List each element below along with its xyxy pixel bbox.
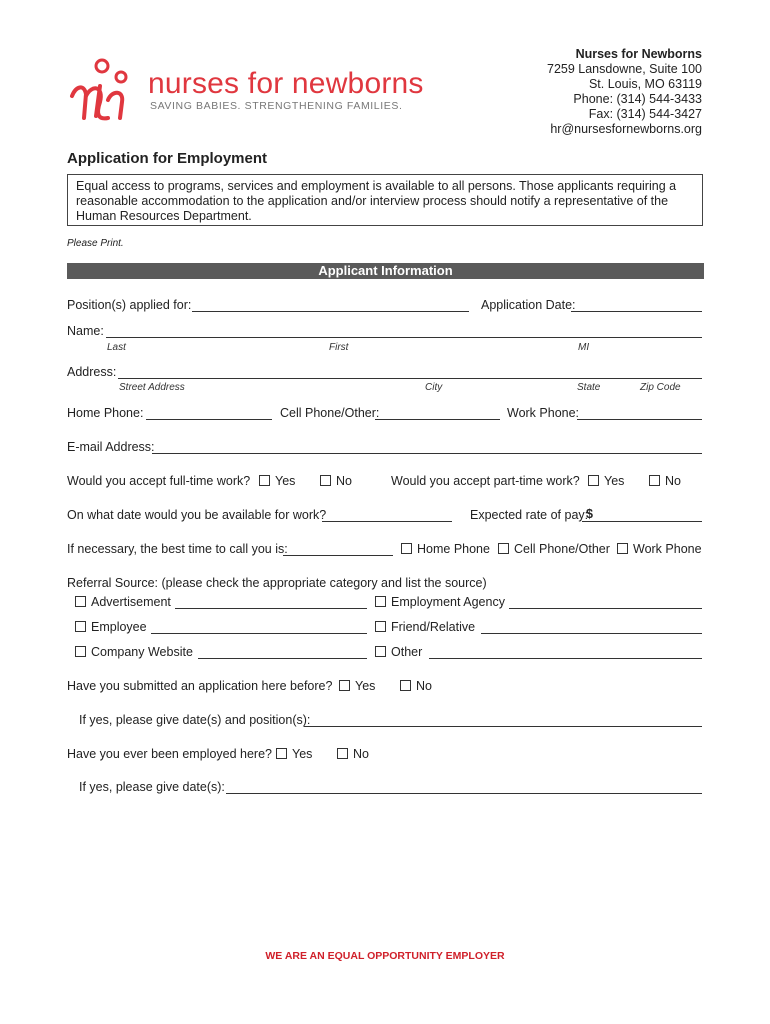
app-date-field[interactable]: [571, 311, 702, 312]
fulltime-no-option[interactable]: No: [320, 474, 352, 489]
dollar-sign: $: [586, 507, 593, 521]
referral-employee-field[interactable]: [151, 633, 367, 634]
contact-street: 7259 Lansdowne, Suite 100: [547, 62, 702, 76]
parttime-yes-option[interactable]: Yes: [588, 474, 624, 489]
submitted-yes-checkbox[interactable]: [339, 680, 350, 691]
pay-label: Expected rate of pay:: [470, 508, 589, 522]
referral-other-field[interactable]: [429, 658, 702, 659]
contact-block: [547, 47, 702, 137]
nn-logo-icon: [64, 56, 142, 126]
equal-opportunity-footer: WE ARE AN EQUAL OPPORTUNITY EMPLOYER: [265, 950, 505, 962]
submitted-no-checkbox[interactable]: [400, 680, 411, 691]
submitted-details-label: If yes, please give date(s) and position(s):: [79, 713, 311, 727]
parttime-no-option[interactable]: No: [649, 474, 681, 489]
address-sub-zip: Zip Code: [640, 382, 681, 393]
name-sub-last: Last: [107, 342, 126, 353]
email-label: E-mail Address:: [67, 440, 155, 454]
logo-tagline: SAVING BABIES. STRENGTHENING FAMILIES.: [150, 100, 403, 112]
referral-friend-checkbox[interactable]: [375, 621, 386, 632]
referral-website-field[interactable]: [198, 658, 367, 659]
referral-website-checkbox[interactable]: [75, 646, 86, 657]
call-home-phone-checkbox[interactable]: [401, 543, 412, 554]
referral-label: Referral Source: (please check the appropriate category and list the source): [67, 576, 487, 590]
employed-dates-field[interactable]: [226, 793, 702, 794]
logo-name: nurses for newborns: [148, 67, 424, 100]
fulltime-no-checkbox[interactable]: [320, 475, 331, 486]
equal-access-notice: Equal access to programs, services and employment is available to all persons. Those applicants requiring a reasonable accommodation to the application and/or interview process should notify a representative of the Human Resources Department.: [67, 174, 703, 226]
call-cell-option[interactable]: Cell Phone/Other: [498, 542, 610, 557]
referral-friend-field[interactable]: [481, 633, 702, 634]
fulltime-yes-option[interactable]: Yes: [259, 474, 295, 489]
employed-yes-option[interactable]: Yes: [276, 747, 312, 762]
parttime-no-checkbox[interactable]: [649, 475, 660, 486]
call-home-phone-option[interactable]: Home Phone: [401, 542, 490, 557]
logo: [64, 56, 424, 126]
employed-no-checkbox[interactable]: [337, 748, 348, 759]
call-cell-checkbox[interactable]: [498, 543, 509, 554]
employed-dates-label: If yes, please give date(s):: [79, 780, 225, 794]
availability-field[interactable]: [322, 521, 452, 522]
address-sub-street: Street Address: [119, 382, 185, 393]
call-work-phone-checkbox[interactable]: [617, 543, 628, 554]
referral-advertisement-checkbox[interactable]: [75, 596, 86, 607]
app-date-label: Application Date:: [481, 298, 576, 312]
work-phone-field[interactable]: [577, 419, 702, 420]
referral-other-checkbox[interactable]: [375, 646, 386, 657]
name-sub-mi: MI: [578, 342, 590, 353]
address-sub-state: State: [577, 382, 601, 393]
contact-city: St. Louis, MO 63119: [588, 77, 702, 91]
cell-phone-label: Cell Phone/Other:: [280, 406, 380, 420]
email-field[interactable]: [152, 453, 702, 454]
address-sub-city: City: [425, 382, 443, 393]
best-time-question: If necessary, the best time to call you is:: [67, 542, 288, 556]
submitted-before-question: Have you submitted an application here before?: [67, 679, 333, 693]
referral-agency-option[interactable]: Employment Agency: [375, 595, 505, 610]
position-label: Position(s) applied for:: [67, 298, 192, 312]
submitted-yes-option[interactable]: Yes: [339, 679, 375, 694]
address-label: Address:: [67, 365, 117, 379]
submitted-no-option[interactable]: No: [400, 679, 432, 694]
employed-yes-checkbox[interactable]: [276, 748, 287, 759]
name-label: Name:: [67, 324, 104, 338]
referral-agency-checkbox[interactable]: [375, 596, 386, 607]
referral-agency-field[interactable]: [509, 608, 702, 609]
home-phone-field[interactable]: [146, 419, 272, 420]
submitted-details-field[interactable]: [304, 726, 702, 727]
referral-friend-option[interactable]: Friend/Relative: [375, 620, 475, 635]
referral-employee-checkbox[interactable]: [75, 621, 86, 632]
page-title: Application for Employment: [67, 150, 268, 167]
address-field[interactable]: [118, 378, 702, 379]
contact-fax: Fax: (314) 544-3427: [588, 107, 702, 121]
section-header: Applicant Information: [67, 263, 704, 279]
availability-question: On what date would you be available for work?: [67, 508, 327, 522]
name-sub-first: First: [329, 342, 349, 353]
referral-employee-option[interactable]: Employee: [75, 620, 147, 635]
parttime-yes-checkbox[interactable]: [588, 475, 599, 486]
employed-before-question: Have you ever been employed here?: [67, 747, 272, 761]
work-phone-label: Work Phone:: [507, 406, 580, 420]
employed-no-option[interactable]: No: [337, 747, 369, 762]
pay-field[interactable]: [582, 521, 702, 522]
contact-org: Nurses for Newborns: [575, 47, 702, 61]
position-field[interactable]: [192, 311, 469, 312]
referral-other-option[interactable]: Other: [375, 645, 422, 660]
contact-email: hr@nursesfornewborns.org: [550, 122, 702, 136]
fulltime-yes-checkbox[interactable]: [259, 475, 270, 486]
please-print-note: Please Print.: [67, 238, 124, 249]
contact-phone: Phone: (314) 544-3433: [573, 92, 702, 106]
fulltime-question: Would you accept full-time work?: [67, 474, 251, 488]
home-phone-label: Home Phone:: [67, 406, 144, 420]
referral-advertisement-field[interactable]: [175, 608, 367, 609]
parttime-question: Would you accept part-time work?: [391, 474, 580, 488]
call-work-phone-option[interactable]: Work Phone: [617, 542, 702, 557]
name-field[interactable]: [106, 337, 702, 338]
cell-phone-field[interactable]: [375, 419, 500, 420]
best-time-field[interactable]: [283, 555, 393, 556]
referral-advertisement-option[interactable]: Advertisement: [75, 595, 171, 610]
referral-website-option[interactable]: Company Website: [75, 645, 193, 660]
